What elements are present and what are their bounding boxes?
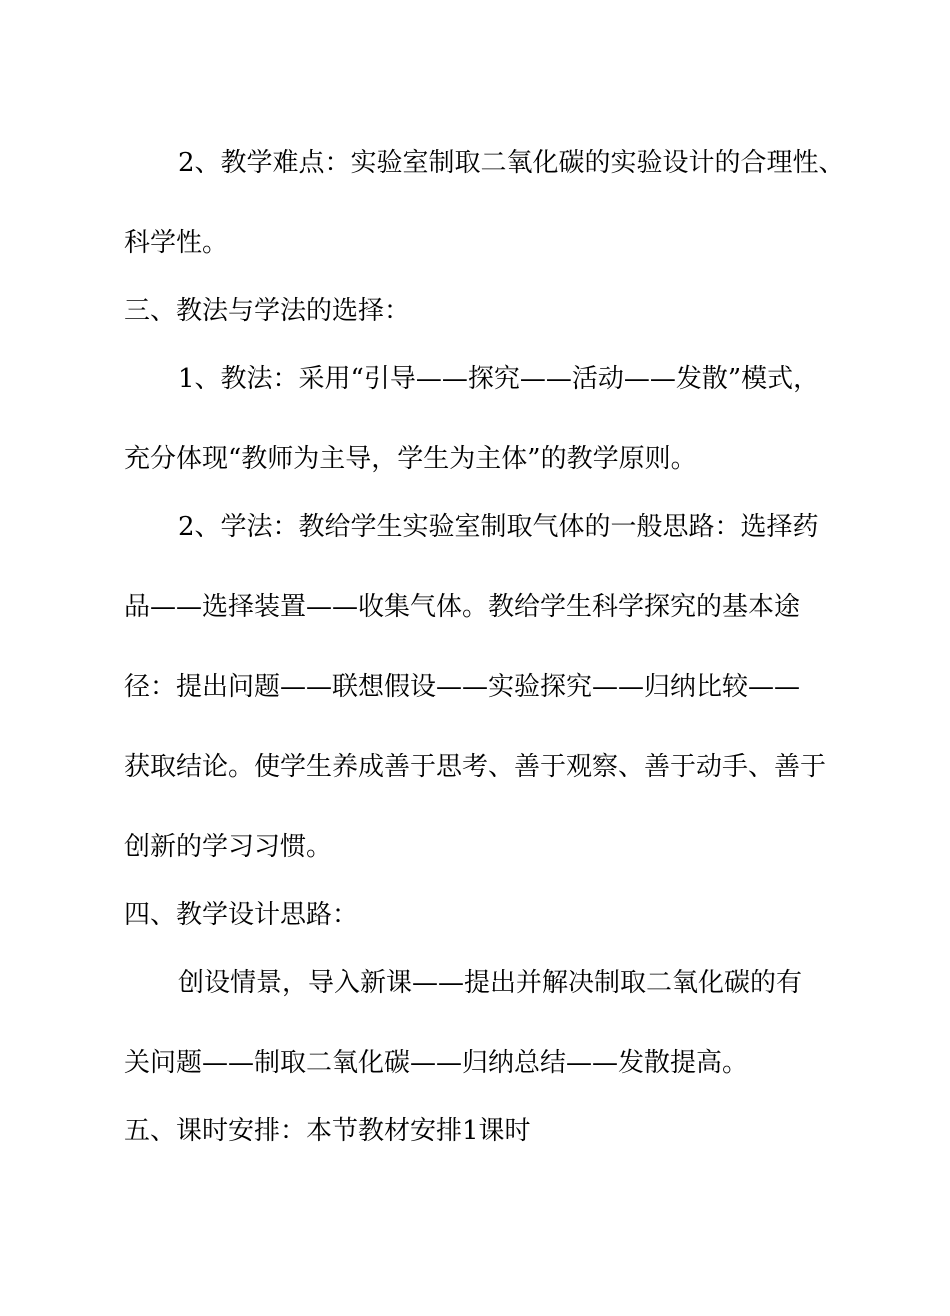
- paragraph-line: 创新的学习习惯。: [124, 832, 333, 862]
- paragraph-line: 2、学法：教给学生实验室制取气体的一般思路：选择药: [178, 512, 819, 542]
- paragraph-line: 科学性。: [124, 228, 229, 258]
- section-heading: 三、教法与学法的选择：: [124, 296, 411, 326]
- paragraph-line: 径：提出问题——联想假设——实验探究——归纳比较——: [124, 672, 801, 702]
- paragraph-line: 1、教法：采用“引导——探究——活动——发散”模式，: [178, 364, 820, 394]
- paragraph-line: 品——选择装置——收集气体。教给学生科学探究的基本途: [124, 592, 801, 622]
- paragraph-line: 关问题——制取二氧化碳——归纳总结——发散提高。: [124, 1048, 749, 1078]
- section-heading: 五、课时安排：本节教材安排1课时: [124, 1116, 531, 1146]
- paragraph-line: 充分体现“教师为主导，学生为主体”的教学原则。: [124, 444, 697, 474]
- paragraph-line: 创设情景，导入新课——提出并解决制取二氧化碳的有: [178, 968, 803, 998]
- paragraph-line: 获取结论。使学生养成善于思考、善于观察、善于动手、善于: [124, 752, 827, 782]
- paragraph-line: 2、教学难点：实验室制取二氧化碳的实验设计的合理性、: [178, 148, 845, 178]
- section-heading: 四、教学设计思路：: [124, 900, 359, 930]
